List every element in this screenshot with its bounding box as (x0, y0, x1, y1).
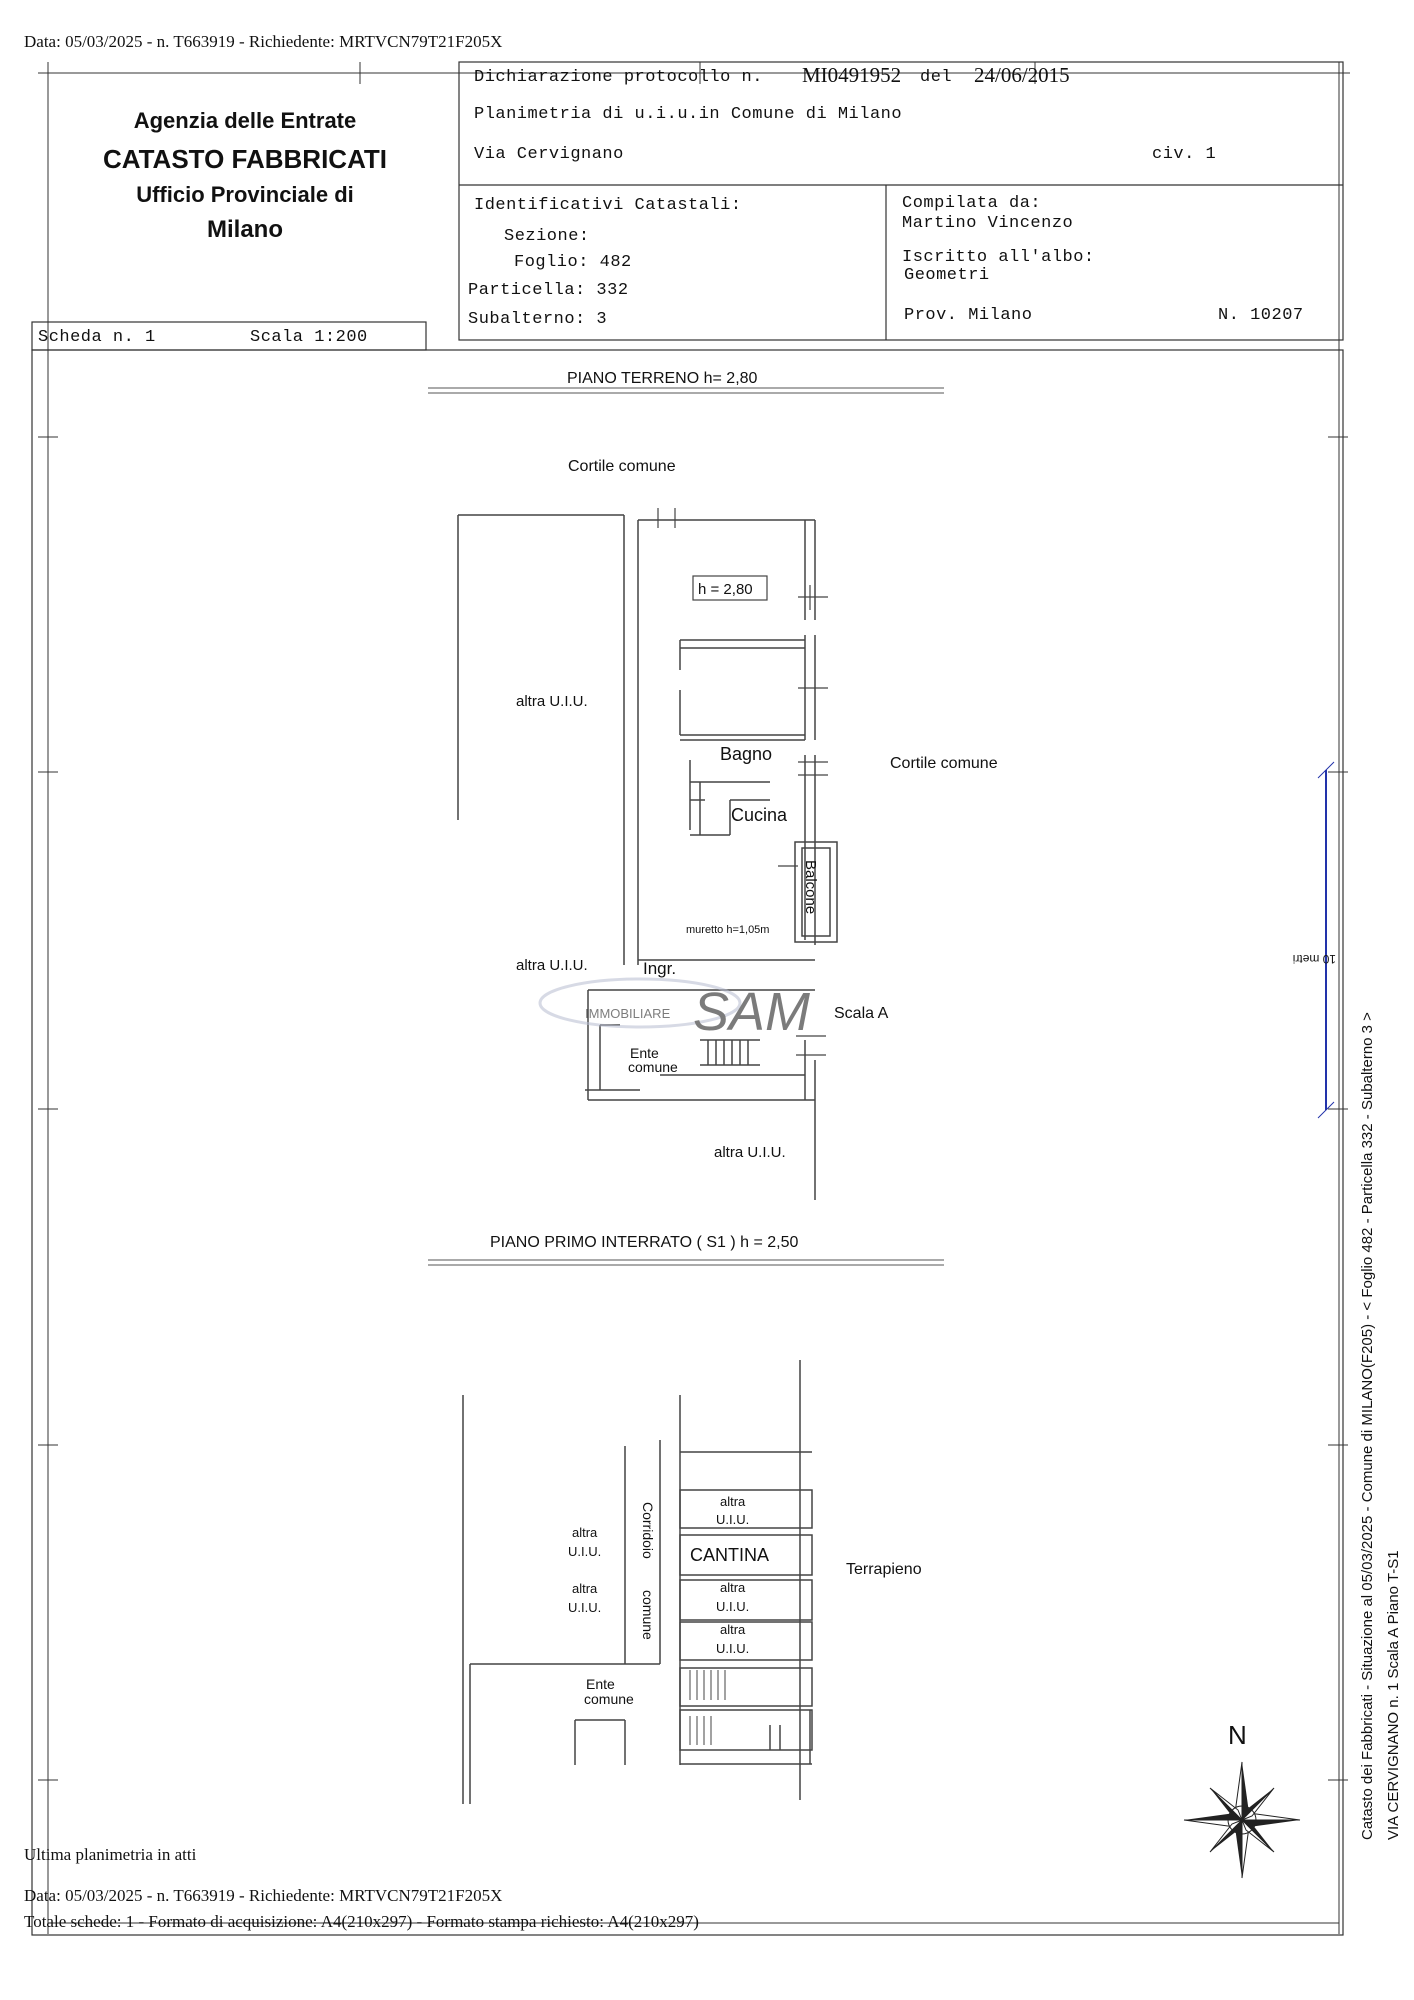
protocol-label: Dichiarazione protocollo n. (474, 68, 763, 87)
protocol-date: 24/06/2015 (974, 63, 1070, 87)
scale-ruler-label: 10 metri (1292, 952, 1336, 966)
basement-common-entity-2: comune (584, 1691, 634, 1707)
balcony-label: Balcone (802, 860, 819, 915)
civic-number: civ. 1 (1152, 145, 1217, 164)
agency-city: Milano (207, 216, 283, 243)
room-height-label: h = 2,80 (698, 581, 753, 598)
courtyard-top-label: Cortile comune (568, 458, 676, 475)
kitchen-label: Cucina (731, 805, 788, 825)
basement-other-unit-2b: U.I.U. (716, 1599, 750, 1614)
planimetria-title: Planimetria di u.i.u.in Comune di Milano (474, 105, 903, 124)
header-info-line: Data: 05/03/2025 - n. T663919 - Richiedente: MRTVCN79T21F205X (24, 32, 503, 51)
other-unit-label-3: altra U.I.U. (714, 1144, 786, 1161)
watermark-small-text: IMMOBILIARE (585, 1006, 671, 1021)
albo-label: Iscritto all'albo: (902, 248, 1095, 267)
basement-other-unit-5b: U.I.U. (568, 1600, 602, 1615)
entrance-label: Ingr. (643, 959, 677, 978)
scheda-number: Scheda n. 1 (38, 328, 156, 347)
basement-other-unit-1a: altra (720, 1494, 746, 1509)
agency-office: Ufficio Provinciale di (136, 182, 354, 207)
protocol-number: MI0491952 (802, 63, 902, 87)
last-plan-note: Ultima planimetria in atti (24, 1845, 197, 1864)
common-entity-label: Ente (630, 1045, 659, 1061)
basement-walls (463, 1360, 812, 1804)
other-unit-label-2: altra U.I.U. (516, 957, 588, 974)
foglio: Foglio: 482 (514, 253, 632, 272)
identificativi-title: Identificativi Catastali: (474, 196, 742, 215)
registration-number: N. 10207 (1218, 306, 1304, 325)
other-unit-label-1: altra U.I.U. (516, 693, 588, 710)
side-info-line-1: Catasto dei Fabbricati - Situazione al 05/03/2025 - Comune di MILANO(F205) - < Foglio 482 - Particella 332 - Subalterno 3 > (1359, 1012, 1376, 1840)
protocol-del: del (920, 68, 953, 87)
basement-other-unit-5a: altra (572, 1581, 598, 1596)
corridor-common-label: comune (640, 1590, 656, 1640)
cellar-label: CANTINA (690, 1545, 770, 1565)
staircase-a-label: Scala A (834, 1005, 889, 1022)
subalterno: Subalterno: 3 (468, 310, 608, 329)
corridor-label: Corridoio (640, 1502, 656, 1559)
bathroom-label: Bagno (720, 744, 773, 764)
footer-info-line: Data: 05/03/2025 - n. T663919 - Richiedente: MRTVCN79T21F205X (24, 1886, 503, 1905)
basement-other-unit-3b: U.I.U. (716, 1641, 750, 1656)
scale: Scala 1:200 (250, 328, 368, 347)
basement-other-unit-2a: altra (720, 1580, 746, 1595)
watermark-big-text: SAM (693, 982, 811, 1042)
address: Via Cervignano (474, 145, 624, 164)
ground-floor-walls (458, 515, 837, 1200)
basement-other-unit-4b: U.I.U. (568, 1544, 602, 1559)
courtyard-right-label: Cortile comune (890, 755, 998, 772)
albo-value: Geometri (904, 266, 990, 285)
compass-rose-icon (1184, 1762, 1300, 1878)
sezione: Sezione: (504, 227, 590, 246)
compilata-label: Compilata da: (902, 194, 1042, 213)
common-entity-label-2: comune (628, 1059, 678, 1075)
side-info-line-2: VIA CERVIGNANO n. 1 Scala A Piano T-S1 (1385, 1550, 1402, 1840)
north-label: N (1228, 1720, 1247, 1750)
basement-stairs (690, 1670, 725, 1745)
basement-other-unit-1b: U.I.U. (716, 1512, 750, 1527)
basement-other-unit-4a: altra (572, 1525, 598, 1540)
basement-other-unit-3a: altra (720, 1622, 746, 1637)
basement-common-entity: Ente (586, 1676, 615, 1692)
particella: Particella: 332 (468, 281, 629, 300)
embankment-label: Terrapieno (846, 1561, 922, 1578)
ground-floor-title: PIANO TERRENO h= 2,80 (567, 370, 758, 387)
agency-name: Agenzia delle Entrate (133, 108, 357, 133)
watermark-logo (540, 979, 810, 1042)
footer-format-line: Totale schede: 1 - Formato di acquisizione: A4(210x297) - Formato stampa richiesto: A4(210x297) (24, 1912, 699, 1931)
compilata-name: Martino Vincenzo (902, 214, 1074, 233)
province: Prov. Milano (904, 306, 1033, 325)
agency-catasto: CATASTO FABBRICATI (102, 144, 388, 174)
basement-title: PIANO PRIMO INTERRATO ( S1 ) h = 2,50 (490, 1234, 799, 1251)
low-wall-label: muretto h=1,05m (686, 924, 770, 936)
